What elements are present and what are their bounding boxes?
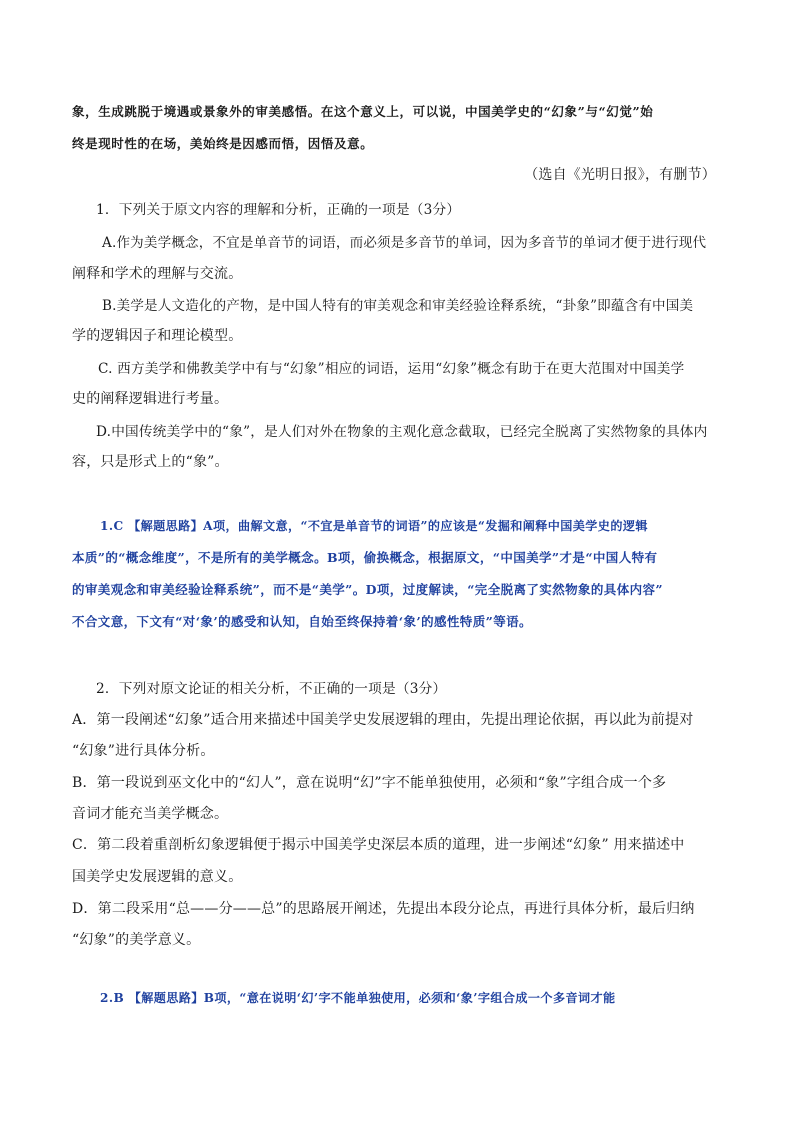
answer-1-line-4: 不合文意，下文有“对‘象’的感受和认知，自始至终保持着‘象’的感性特质”等语。 [72, 614, 532, 629]
passage-source: （选自《光明日报》，有删节） [524, 167, 716, 183]
q2-option-a-line-2: “幻象”进行具体分析。 [72, 743, 215, 759]
q2-option-b-line-2: 音词才能充当美学概念。 [72, 806, 229, 822]
q2-option-b-line-1: B．第一段说到巫文化中的“幻人”，意在说明“幻”字不能单独使用，必须和“象”字组合成一个多 [72, 775, 667, 791]
q1-option-b-line-2: 学的逻辑因子和理论模型。 [72, 328, 243, 344]
passage-line-1: 象，生成跳脱于境遇或景象外的审美感悟。在这个意义上，可以说，中国美学史的“幻象”与“幻觉”始 [72, 104, 654, 119]
q1-option-a-line-2: 阐释和学术的理解与交流。 [72, 266, 243, 282]
q1-option-d-line-1: D.中国传统美学中的“象”，是人们对外在物象的主观化意念截取，已经完全脱离了实然物象的具体内 [96, 424, 708, 440]
q1-option-c-line-2: 史的阐释逻辑进行考量。 [72, 391, 229, 407]
q2-option-c-line-1: C．第二段着重剖析幻象逻辑便于揭示中国美学史深层本质的道理，进一步阐述“幻象” 用来描述中 [72, 837, 685, 853]
answer-1-line-3: 的审美观念和审美经验诠释系统”，而不是“美学”。D项，过度解读，“完全脱离了实然物象的具体内容” [72, 582, 663, 597]
q2-option-d-line-2: “幻象”的美学意义。 [72, 932, 201, 948]
q2-option-c-line-2: 国美学史发展逻辑的意义。 [72, 869, 243, 885]
q1-option-a-line-1: A.作为美学概念，不宜是单音节的词语，而必须是多音节的单词，因为多音节的单词才便于进行现代 [102, 235, 707, 251]
q1-option-c-line-1: C. 西方美学和佛教美学中有与“幻象”相应的词语，运用“幻象”概念有助于在更大范围对中国美学 [98, 361, 685, 377]
answer-1-line-1: 1.C 【解题思路】A项，曲解文意，“不宜是单音节的词语”的应该是“发掘和阐释中国美学史的逻辑 [100, 519, 648, 533]
question-2-stem: 2．下列对原文论证的相关分析，不正确的一项是（3分） [96, 681, 447, 697]
q2-option-d-line-1: D．第二段采用“总——分——总”的思路展开阐述，先提出本段分论点，再进行具体分析，最后归纳 [72, 901, 695, 917]
passage-line-2: 终是现时性的在场，美始终是因感而悟，因悟及意。 [72, 136, 374, 151]
answer-2-line-1: 2.B 【解题思路】B项，“意在说明‘幻’字不能单独使用，必须和‘象’字组合成一个多音词才能 [100, 991, 616, 1005]
answer-1-line-2: 本质”的“概念维度”，不是所有的美学概念。B项，偷换概念，根据原文，“中国美学”才是“中国人特有 [72, 550, 658, 565]
question-1-stem: 1．下列关于原文内容的理解和分析，正确的一项是（3分） [96, 202, 461, 218]
q1-option-d-line-2: 容，只是形式上的“象”。 [72, 454, 229, 470]
q2-option-a-line-1: A．第一段阐述“幻象”适合用来描述中国美学史发展逻辑的理由，先提出理论依据，再以此为前提对 [72, 712, 694, 728]
q1-option-b-line-1: B.美学是人文造化的产物，是中国人特有的审美观念和审美经验诠释系统，“卦象”即蕴含有中国美 [102, 298, 694, 314]
